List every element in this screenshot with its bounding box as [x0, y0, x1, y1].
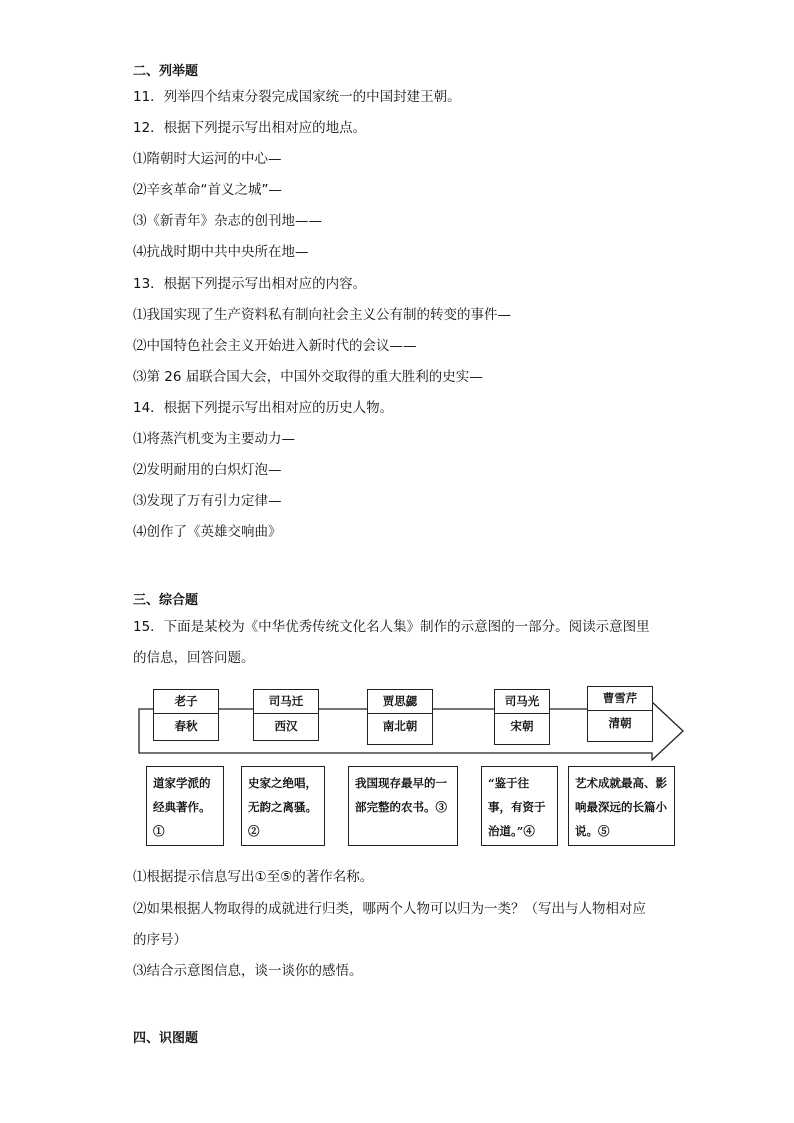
figure-description-4: “鉴于往事，有资于治道。”④: [481, 766, 558, 846]
question-13-item-1: ⑴我国实现了生产资料私有制向社会主义公有制的转变的事件—: [133, 307, 511, 323]
figure-card-3: [367, 689, 433, 745]
question-15-sub-2-line-1: ⑵如果根据人物取得的成就进行归类，哪两个人物可以归为一类？（写出与人物相对应: [133, 901, 646, 917]
question-14-item-4: ⑷创作了《英雄交响曲》: [133, 524, 282, 540]
question-15-sub-2-line-2: 的序号）: [133, 932, 187, 948]
question-15-sub-1: ⑴根据提示信息写出①至⑤的著作名称。: [133, 869, 374, 885]
section-3-heading: 三、综合题: [133, 593, 199, 608]
section-2-heading: 二、列举题: [133, 64, 199, 79]
question-12-stem: 12．根据下列提示写出相对应的地点。: [133, 120, 367, 136]
figure-era: 南北朝: [382, 719, 418, 733]
question-12-item-1: ⑴隋朝时大运河的中心—: [133, 151, 282, 167]
question-14-stem: 14．根据下列提示写出相对应的历史人物。: [133, 400, 394, 416]
figure-description-5: 艺术成就最高、影响最深远的长篇小说。⑤: [568, 766, 675, 846]
question-15-stem-line-2: 的信息，回答问题。: [133, 650, 255, 666]
question-13-item-2: ⑵中国特色社会主义开始进入新时代的会议——: [133, 338, 417, 354]
figure-era: 宋朝: [510, 719, 534, 733]
question-14-item-3: ⑶发现了万有引力定律—: [133, 493, 282, 509]
question-13-item-3: ⑶第 26 届联合国大会，中国外交取得的重大胜利的史实—: [133, 369, 483, 385]
figure-description-3: 我国现存最早的一部完整的农书。③: [348, 766, 458, 846]
figure-card-1: [153, 689, 219, 741]
figure-description-1: 道家学派的经典著作。①: [146, 766, 224, 846]
figure-era: 西汉: [274, 719, 298, 733]
question-15-stem-line-1: 15．下面是某校为《中华优秀传统文化名人集》制作的示意图的一部分。阅读示意图里: [133, 619, 650, 635]
figure-era: 清朝: [608, 716, 632, 730]
question-11: 11．列举四个结束分裂完成国家统一的中国封建王朝。: [133, 89, 461, 105]
figure-era: 春秋: [174, 719, 198, 733]
figure-card-2: [253, 689, 319, 741]
question-12-item-3: ⑶《新青年》杂志的创刊地——: [133, 213, 322, 229]
figure-name: 司马光: [495, 690, 549, 714]
figure-name: 司马迁: [254, 690, 318, 714]
question-14-item-2: ⑵发明耐用的白炽灯泡—: [133, 462, 282, 478]
figure-card-5: [587, 686, 653, 742]
question-12-item-4: ⑷抗战时期中共中央所在地—: [133, 244, 309, 260]
figure-description-2: 史家之绝唱，无韵之离骚。②: [241, 766, 325, 846]
question-12-item-2: ⑵辛亥革命“首义之城”—: [133, 182, 282, 198]
question-14-item-1: ⑴将蒸汽机变为主要动力—: [133, 431, 295, 447]
figure-card-4: [494, 689, 550, 745]
figure-name: 曹雪芹: [588, 687, 652, 711]
figure-name: 老子: [154, 690, 218, 714]
question-15-sub-3: ⑶结合示意图信息，谈一谈你的感悟。: [133, 963, 363, 979]
figure-name: 贾思勰: [368, 690, 432, 714]
question-13-stem: 13．根据下列提示写出相对应的内容。: [133, 276, 367, 292]
section-4-heading: 四、识图题: [133, 1031, 199, 1046]
